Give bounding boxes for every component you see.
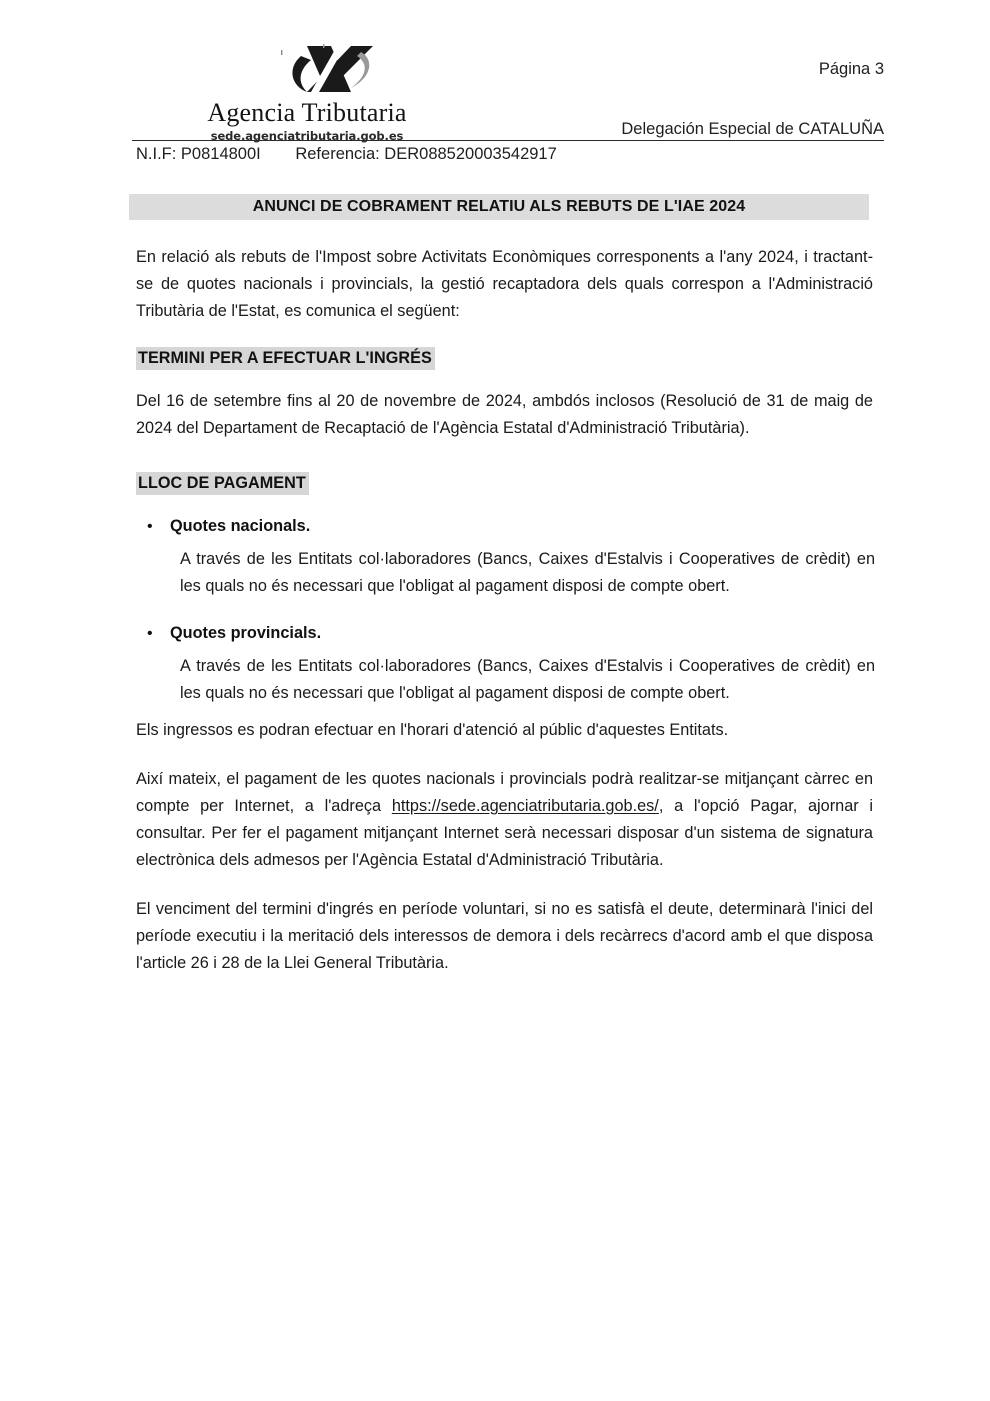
- sede-agenciatributaria-link[interactable]: https://sede.agenciatributaria.gob.es/: [391, 797, 659, 815]
- reference-value: Referencia: DER088520003542917: [295, 145, 557, 163]
- header-divider: [132, 140, 884, 141]
- document-body: [136, 244, 873, 977]
- schedule-paragraph: Els ingressos es podran efectuar en l'horari d'atenció al públic d'aquestes Entitats.: [136, 721, 729, 739]
- identification-line: [136, 145, 557, 164]
- announcement-title-banner: [129, 194, 869, 220]
- list-item: [136, 620, 873, 707]
- deadline-consequences-paragraph: El venciment del termini d'ingrés en període voluntari, si no es satisfà el deute, determinarà l'inici del període executiu i la meritació dels interessos de demora i dels recàrrecs d'acord amb el que disposa l'article 26 i 28 de la Llei General Tributària.: [136, 900, 873, 972]
- agencia-tributaria-logo-icon: [277, 42, 381, 100]
- termini-paragraph: Del 16 de setembre fins al 20 de novembre de 2024, ambdós inclosos (Resolució de 31 de maig de 2024 del Departament de Recaptació de l'Agència Estatal d'Administració Tributària).: [136, 392, 873, 437]
- page-number: Página 3: [818, 60, 884, 78]
- section-termini: [136, 347, 873, 382]
- internet-payment-paragraph: [136, 766, 873, 874]
- section-heading-lloc-pagament: LLOC DE PAGAMENT: [136, 472, 309, 495]
- intro-paragraph: En relació als rebuts de l'Impost sobre Activitats Econòmiques corresponents a l'any 2024, i tractant-se de quotes nacionals i provincials, la gestió recaptadora dels quals correspon a l'Administració Tributària de l'Estat, es comunica el següent:: [136, 248, 873, 320]
- agency-brand-block: [142, 42, 472, 143]
- delegation-label: Delegación Especial de CATALUÑA: [621, 120, 884, 138]
- bullet-row: [136, 620, 873, 647]
- brand-name: Agencia Tributaria: [207, 98, 407, 127]
- document-header: [132, 42, 884, 162]
- bullet-body-quotes-nacionals: A través de les Entitats col·laboradores (Bancs, Caixes d'Estalvis i Cooperatives de crèdit) en les quals no és necessari que l'obligat al pagament disposi de compte obert.: [180, 550, 875, 595]
- announcement-title: ANUNCI DE COBRAMENT RELATIU ALS REBUTS DE L'IAE 2024: [252, 198, 746, 215]
- bullet-body-quotes-provincials: A través de les Entitats col·laboradores (Bancs, Caixes d'Estalvis i Cooperatives de crèdit) en les quals no és necessari que l'obligat al pagament disposi de compte obert.: [180, 657, 875, 702]
- internet-payment-text-after: , a l'opció Pagar, ajornar i consultar. Per fer el pagament mitjançant Internet serà necessari disposar d'un sistema de signatura electrònica dels admesos per l'Agència Estatal d'Administració Tributària.: [136, 797, 874, 869]
- payment-places-list: [136, 513, 873, 707]
- section-lloc-pagament: [136, 472, 873, 507]
- bullet-label-quotes-provincials: Quotes provincials.: [170, 624, 322, 642]
- bullet-row: [136, 513, 873, 540]
- bullet-label-quotes-nacionals: Quotes nacionals.: [170, 517, 311, 535]
- internet-payment-text-before: Així mateix, el pagament de les quotes nacionals i provincials podrà realitzar-se mitjançant càrrec en compte per Internet, a l'adreça: [136, 770, 873, 815]
- bullet-dot-icon: •: [147, 518, 153, 535]
- brand-url: sede.agenciatributaria.gob.es: [210, 129, 404, 143]
- nif-value: N.I.F: P0814800I: [136, 145, 261, 163]
- list-item: [136, 513, 873, 600]
- bullet-dot-icon: •: [147, 625, 153, 642]
- section-heading-termini: TERMINI PER A EFECTUAR L'INGRÉS: [136, 347, 435, 370]
